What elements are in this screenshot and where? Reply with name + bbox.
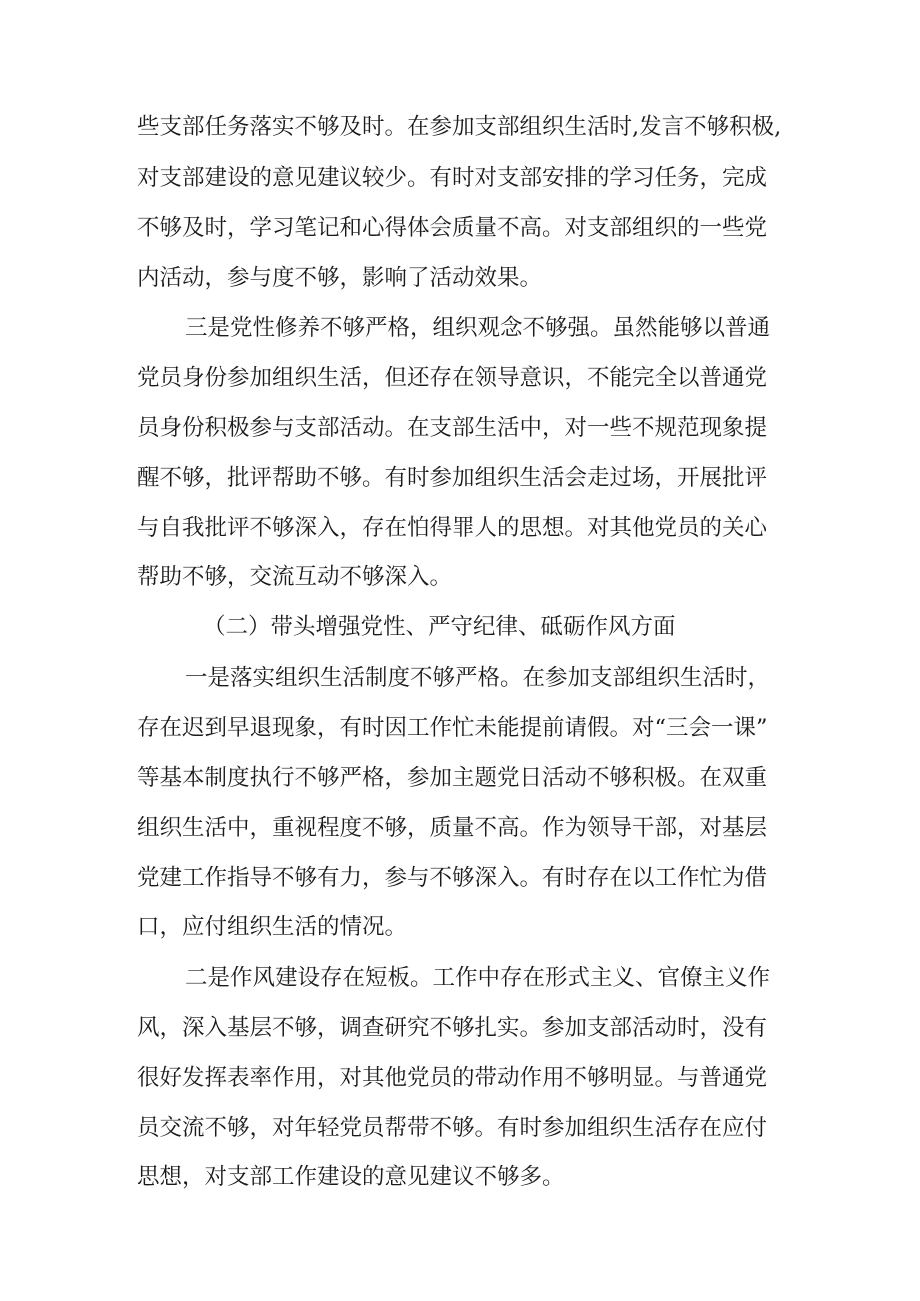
paragraph-line: 思想，对支部工作建设的意见建议不够多。 xyxy=(137,1164,565,1190)
paragraph-line: 不够及时，学习笔记和心得体会质量不高。对支部组织的一些党 xyxy=(137,215,768,241)
paragraph-line: 员交流不够，对年轻党员帮带不够。有时参加组织生活存在应付 xyxy=(137,1115,768,1141)
paragraph-line: 风，深入基层不够，调查研究不够扎实。参加支部活动时，没有 xyxy=(137,1015,768,1041)
paragraph-line: 三是党性修养不够严格，组织观念不够强。虽然能够以普通 xyxy=(185,315,771,341)
paragraph-line: 帮助不够，交流互动不够深入。 xyxy=(137,564,453,590)
paragraph-line: 二是作风建设存在短板。工作中存在形式主义、官僚主义作 xyxy=(185,965,771,991)
paragraph-line: 党建工作指导不够有力，参与不够深入。有时存在以工作忙为借 xyxy=(137,865,768,891)
paragraph-line: 与自我批评不够深入，存在怕得罪人的思想。对其他党员的关心 xyxy=(137,515,768,541)
paragraph-line: 组织生活中，重视程度不够，质量不高。作为领导干部，对基层 xyxy=(137,815,768,841)
paragraph-line: 等基本制度执行不够严格，参加主题党日活动不够积极。在双重 xyxy=(137,765,768,791)
paragraph-line: 醒不够，批评帮助不够。有时参加组织生活会走过场，开展批评 xyxy=(137,465,768,491)
section-heading: （二）带头增强党性、严守纪律、砥砺作风方面 xyxy=(203,614,676,640)
paragraph-line: 员身份积极参与支部活动。在支部生活中，对一些不规范现象提 xyxy=(137,415,768,441)
paragraph-line: 些支部任务落实不够及时。在参加支部组织生活时,发言不够积极, xyxy=(137,114,782,140)
paragraph-line: 内活动，参与度不够，影响了活动效果。 xyxy=(137,265,543,291)
paragraph-line: 存在迟到早退现象，有时因工作忙未能提前请假。对“三会一课” xyxy=(137,715,768,741)
paragraph-line: 对支部建设的意见建议较少。有时对支部安排的学习任务，完成 xyxy=(137,165,768,191)
paragraph-line: 很好发挥表率作用，对其他党员的带动作用不够明显。与普通党 xyxy=(137,1065,768,1091)
paragraph-line: 口，应付组织生活的情况。 xyxy=(137,914,408,940)
paragraph-line: 党员身份参加组织生活，但还存在领导意识，不能完全以普通党 xyxy=(137,365,768,391)
paragraph-line: 一是落实组织生活制度不够严格。在参加支部组织生活时， xyxy=(185,665,771,691)
